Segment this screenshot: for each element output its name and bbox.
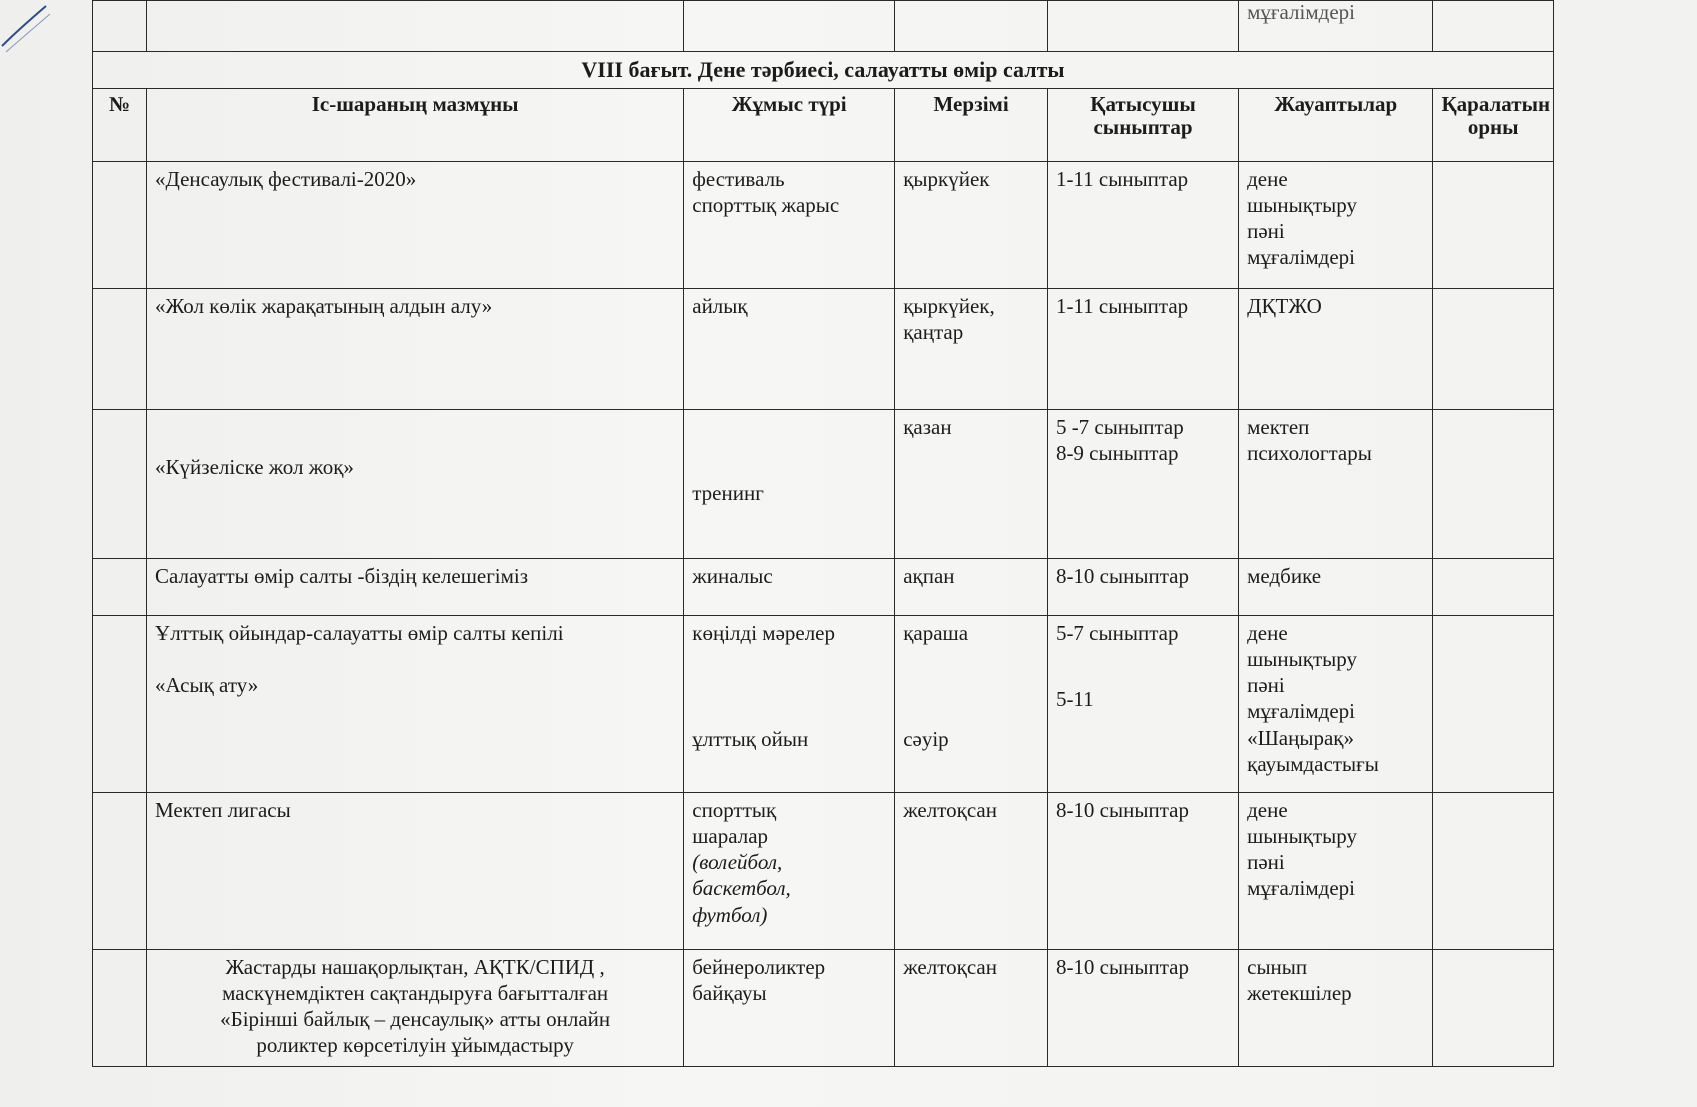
participant-classes: 1-11 сыныптар bbox=[1047, 288, 1238, 409]
review-place bbox=[1433, 949, 1554, 1066]
event-content: Ұлттық ойындар-салауатты өмір салты кепілі «Асық ату» bbox=[147, 615, 684, 792]
staple-mark bbox=[0, 0, 60, 60]
table-row bbox=[93, 558, 1554, 615]
deadline: қазан bbox=[895, 409, 1048, 558]
header-date: Мерзімі bbox=[895, 88, 1048, 161]
header-classes: Қатысушы сыныптар bbox=[1047, 88, 1238, 161]
participant-classes: 8-10 сыныптар bbox=[1047, 792, 1238, 949]
deadline: ақпан bbox=[895, 558, 1048, 615]
header-content: Іс-шараның мазмұны bbox=[147, 88, 684, 161]
table-row bbox=[93, 792, 1554, 949]
work-type: жиналыс bbox=[684, 558, 895, 615]
participant-classes: 8-10 сыныптар bbox=[1047, 949, 1238, 1066]
participant-classes: 5-7 сыныптар 5-11 bbox=[1047, 615, 1238, 792]
event-content: «Жол көлік жарақатының алдын алу» bbox=[147, 288, 684, 409]
section-title: VIII бағыт. Дене тәрбиесі, салауатты өмір салты bbox=[93, 52, 1554, 89]
table-row bbox=[93, 161, 1554, 288]
header-responsible: Жауаптылар bbox=[1239, 88, 1433, 161]
work-type: фестиваль спорттық жарыс bbox=[684, 161, 895, 288]
deadline: желтоқсан bbox=[895, 949, 1048, 1066]
table-row bbox=[93, 615, 1554, 792]
event-content: Жастарды нашақорлықтан, АҚТК/СПИД , маскүнемдіктен сақтандыруға бағытталған «Бірінші байлық – денсаулық» атты онлайн роликтер көрсетілуін ұйымдастыру bbox=[147, 949, 684, 1066]
deadline: қыркүйек, қаңтар bbox=[895, 288, 1048, 409]
responsible: медбике bbox=[1239, 558, 1433, 615]
header-number: № bbox=[93, 88, 147, 161]
responsible: дене шынықтыру пәні мұғалімдері bbox=[1239, 161, 1433, 288]
review-place bbox=[1433, 409, 1554, 558]
header-type: Жұмыс түрі bbox=[684, 88, 895, 161]
work-type: тренинг bbox=[684, 409, 895, 558]
plan-table bbox=[92, 0, 1554, 1067]
work-type: спорттық шаралар (волейбол, баскетбол, футбол) bbox=[684, 792, 895, 949]
responsible: ДҚТЖО bbox=[1239, 288, 1433, 409]
table-row bbox=[93, 949, 1554, 1066]
responsible: мектеп психологтары bbox=[1239, 409, 1433, 558]
event-content: Салауатты өмір салты -біздің келешегіміз bbox=[147, 558, 684, 615]
event-content: «Денсаулық фестивалі-2020» bbox=[147, 161, 684, 288]
event-content: «Күйзеліске жол жоқ» bbox=[147, 409, 684, 558]
responsible: сынып жетекшілер bbox=[1239, 949, 1433, 1066]
table-header-row bbox=[93, 88, 1554, 161]
header-place: Қаралатын орны bbox=[1433, 88, 1554, 161]
participant-classes: 8-10 сыныптар bbox=[1047, 558, 1238, 615]
previous-section-tail-row bbox=[93, 1, 1554, 52]
participant-classes: 5 -7 сыныптар 8-9 сыныптар bbox=[1047, 409, 1238, 558]
table-row bbox=[93, 409, 1554, 558]
review-place bbox=[1433, 792, 1554, 949]
event-content: Мектеп лигасы bbox=[147, 792, 684, 949]
review-place bbox=[1433, 161, 1554, 288]
review-place bbox=[1433, 615, 1554, 792]
review-place bbox=[1433, 288, 1554, 409]
work-type: көңілді мәрелер ұлттық ойын bbox=[684, 615, 895, 792]
deadline: желтоқсан bbox=[895, 792, 1048, 949]
participant-classes: 1-11 сыныптар bbox=[1047, 161, 1238, 288]
review-place bbox=[1433, 558, 1554, 615]
deadline: қыркүйек bbox=[895, 161, 1048, 288]
deadline: қараша сәуір bbox=[895, 615, 1048, 792]
responsible: дене шынықтыру пәні мұғалімдері bbox=[1239, 792, 1433, 949]
prev-responsible-tail: мұғалімдері bbox=[1247, 0, 1355, 24]
work-type: бейнероликтер байқауы bbox=[684, 949, 895, 1066]
responsible: дене шынықтыру пәні мұғалімдері «Шаңырақ» қауымдастығы bbox=[1239, 615, 1433, 792]
work-type: айлық bbox=[684, 288, 895, 409]
table-row bbox=[93, 288, 1554, 409]
